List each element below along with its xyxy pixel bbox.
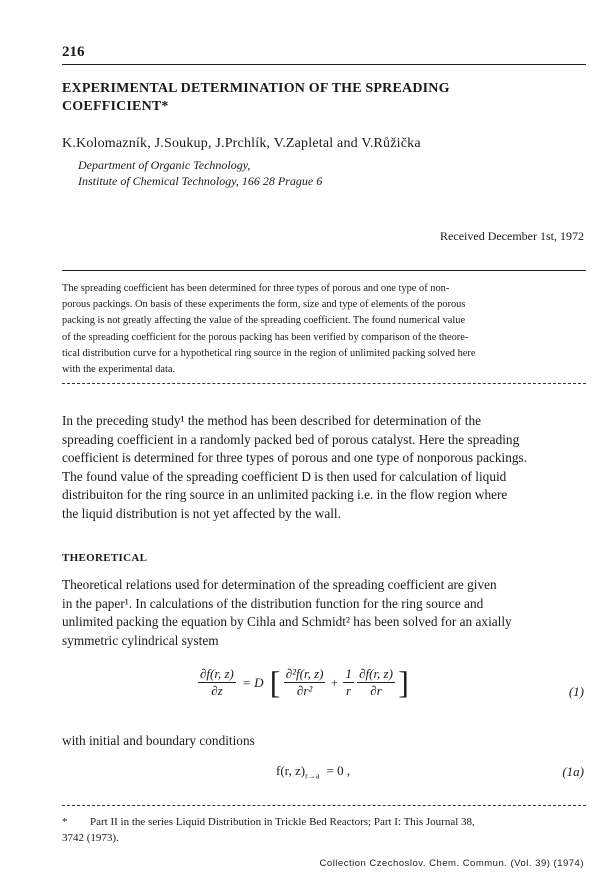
intro-line: The found value of the spreading coefficient D is then used for calculation of liquid bbox=[62, 468, 507, 484]
abstract-line: with the experimental data. bbox=[62, 364, 176, 376]
footnote-marker: * bbox=[62, 816, 68, 828]
footnote-rule bbox=[62, 805, 586, 806]
theoretical-line: in the paper¹. In calculations of the distribution function for the ring source and bbox=[62, 595, 484, 611]
abstract-top-rule bbox=[62, 270, 586, 271]
footnote-line-1: Part II in the series Liquid Distribution in Trickle Bed Reactors; Part I: This Journal 38, bbox=[90, 816, 475, 828]
abstract bbox=[62, 281, 586, 378]
affiliation-line-1: Department of Organic Technology, bbox=[78, 158, 251, 172]
eq1-right-bracket: ] bbox=[398, 664, 409, 700]
page-number: 216 bbox=[62, 44, 85, 60]
received-date: Received December 1st, 1972 bbox=[440, 229, 584, 243]
intro-line: In the preceding study¹ the method has been described for determination of the bbox=[62, 413, 482, 428]
after-equation-text: with initial and boundary conditions bbox=[62, 733, 255, 748]
theoretical-line: Theoretical relations used for determination of the spreading coefficient are given bbox=[62, 577, 497, 592]
abstract-line: tical distribution curve for a hypothetical ring source in the region of unlimited packing solved here bbox=[62, 347, 476, 359]
eq1-term2a-fraction: $\frac{1}{r}$ bbox=[345, 666, 352, 698]
section-heading-theoretical: THEORETICAL bbox=[62, 552, 148, 564]
abstract-line: of the spreading coefficient for the porous packing has been verified by comparison of the theore- bbox=[62, 331, 469, 343]
article-title bbox=[62, 80, 532, 116]
intro-line: distribuiton for the ring source in an unlimited packing i.e. in the flow region where bbox=[62, 487, 508, 503]
footnote-line-2: 3742 (1973). bbox=[62, 832, 119, 844]
abstract-line: The spreading coefficient has been determined for three types of porous and one type of non- bbox=[62, 283, 450, 294]
intro-line: spreading coefficient in a randomly packed bed of porous catalyst. Here the spreading bbox=[62, 431, 520, 447]
intro-paragraph bbox=[62, 412, 586, 524]
affiliation-line-2: Institute of Chemical Technology, 166 28 Prague 6 bbox=[78, 174, 323, 188]
eq1-left-bracket: [ bbox=[269, 664, 281, 700]
equation-1a-label: (1a) bbox=[562, 764, 584, 779]
affiliation bbox=[78, 157, 322, 189]
abstract-bottom-rule bbox=[62, 383, 586, 384]
footnote bbox=[62, 814, 586, 846]
intro-line: coefficient is determined for three types of porous and one type of nonporous packings. bbox=[62, 450, 528, 466]
authors: K.Kolomazník, J.Soukup, J.Prchlík, V.Zapletal and V.Růžička bbox=[62, 136, 421, 151]
theoretical-paragraph bbox=[62, 576, 586, 650]
intro-line: the liquid distribution is not yet affected by the wall. bbox=[62, 505, 341, 521]
theoretical-line: symmetric cylindrical system bbox=[62, 632, 219, 648]
abstract-line: packing is not greatly affecting the value of the spreading coefficient. The found numerical value bbox=[62, 315, 466, 327]
title-line-2: COEFFICIENT* bbox=[62, 99, 169, 114]
eq1-plus: + bbox=[330, 674, 339, 690]
eq1-term2b-fraction: $\frac{\partial f(r, z)}{\partial r}$ bbox=[359, 666, 393, 698]
journal-citation: Collection Czechoslov. Chem. Commun. (Vol. 39) (1974) bbox=[319, 858, 584, 869]
header-rule bbox=[62, 64, 586, 65]
equation-1-label: (1) bbox=[568, 684, 584, 699]
eq1-equals-d: = D bbox=[242, 674, 264, 690]
theoretical-line: unlimited packing the equation by Cihla and Schmidt² has been solved for an axially bbox=[62, 614, 512, 630]
equation-1a: f(r, $z)_{r\to a} = 0$ , bbox=[276, 763, 351, 781]
title-line-1: EXPERIMENTAL DETERMINATION OF THE SPREADING bbox=[62, 81, 450, 96]
eq1a-subscript: r→a bbox=[305, 771, 320, 781]
eq1-lhs-fraction: $\frac{\partial f(r, z)}{\partial z}$ bbox=[200, 666, 234, 698]
eq1-term1-fraction: $\frac{\text{∂²f(r, z)}}{\text{∂r²}}$ bbox=[285, 666, 324, 698]
abstract-line: porous packings. On basis of these experiments the form, size and type of elements of the porous bbox=[62, 299, 466, 311]
equation-1 bbox=[198, 664, 409, 701]
